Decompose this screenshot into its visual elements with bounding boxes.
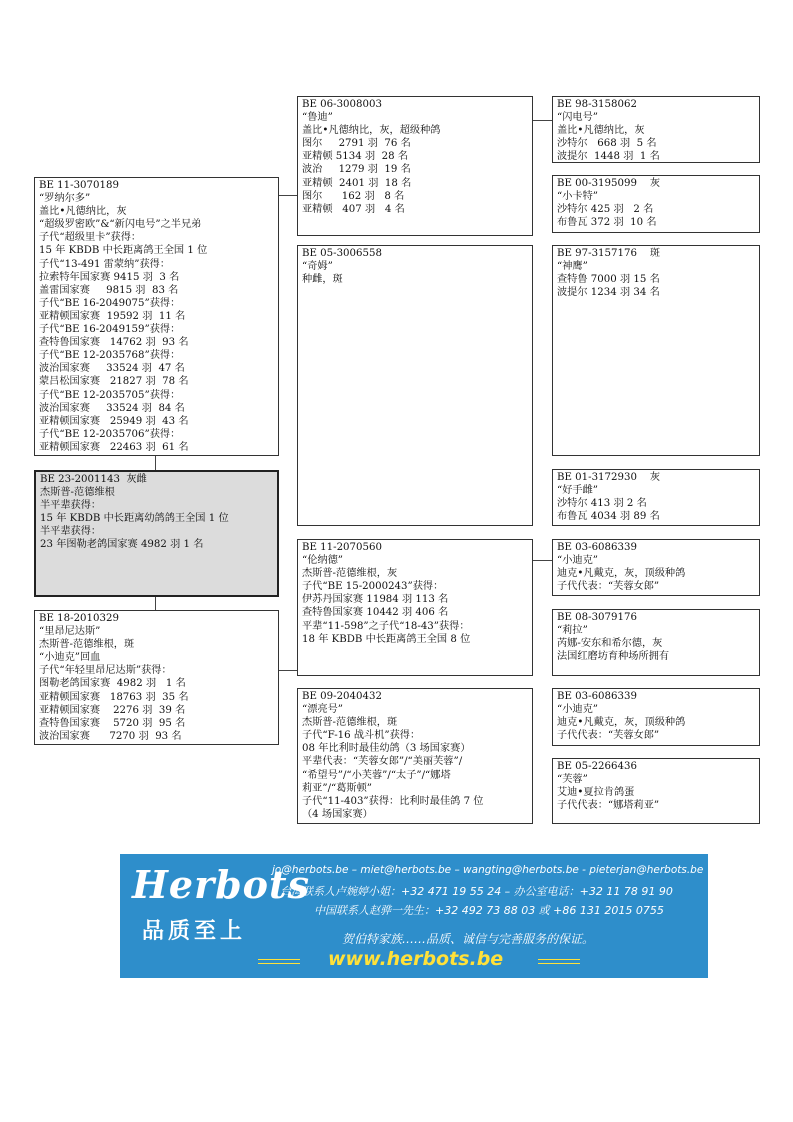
card-line: BE 00-3195099 灰: [557, 178, 661, 189]
card-line: 亚精顿国家赛 25949 羽 43 名: [39, 415, 189, 427]
dam-dam-card: [297, 688, 533, 824]
card-line: 子代“BE 12-2035705”获得：: [39, 389, 181, 401]
card-line: 杰斯普-范德维根，灰: [302, 568, 398, 580]
card-line: 亚精顿国家赛 22463 羽 61 名: [39, 441, 189, 453]
card-line: 子代代表：“娜塔莉亚”: [557, 800, 660, 812]
contact-phone-china: 中国联系人赵骅一先生：+32 492 73 88 03 或 +86 131 2015 0755: [314, 904, 664, 917]
connector-line: [155, 456, 156, 470]
card-line: 15 年 KBDB 中长距离鸽王全国 1 位: [39, 245, 208, 257]
card-line: BE 06-3008003: [302, 99, 382, 110]
sire-sire-card: [297, 96, 533, 236]
card-line: 子代“BE 16-2049159”获得：: [39, 324, 181, 336]
card-line: 子代“BE 16-2049075”获得：: [39, 297, 181, 309]
card-line: BE 23-2001143 灰雌: [40, 474, 147, 485]
motto: 贺伯特家族……品质、诚信与完善服务的保证。: [342, 932, 595, 946]
card-line: “莉拉”: [557, 625, 588, 637]
card-line: 亚精顿国家赛 18763 羽 35 名: [39, 691, 189, 703]
card-line: 15 年 KBDB 中长距离幼鸽鸽王全国 1 位: [40, 513, 229, 525]
card-line: 半平辈获得：: [40, 526, 102, 538]
contact-phone-taiwan: 台湾联系人卢婉婷小姐：+32 471 19 55 24 – 办公室电话：+32 11 78 91 90: [280, 885, 673, 898]
card-line: 杰斯普-范德维根，斑: [39, 639, 135, 651]
card-line: 查特鲁国家赛 5720 羽 95 名: [39, 717, 186, 729]
sire-dam-card: [297, 245, 533, 526]
card-line: “小迪克”: [557, 555, 598, 567]
card-line: 盖比•凡德纳比，灰，超级种鸽: [302, 125, 441, 137]
decor-line: [538, 959, 580, 960]
dam-sire-card: [297, 539, 533, 676]
card-line: BE 98-3158062: [557, 99, 637, 110]
contact-emails: jo@herbots.be – miet@herbots.be – wangting@herbots.be - pieterjan@herbots.be: [272, 864, 704, 876]
card-line: BE 09-2040432: [302, 691, 382, 702]
card-line: 查特鲁国家赛 10442 羽 406 名: [302, 607, 449, 619]
card-line: 图勒老鸽国家赛 4982 羽 1 名: [39, 678, 186, 690]
card-line: “芙蓉”: [557, 774, 588, 786]
card-line: 盖比•凡德纳比，灰: [557, 125, 645, 137]
card-line: 图尔 2791 羽 76 名: [302, 138, 411, 150]
card-line: （4 场国家赛）: [302, 808, 373, 820]
decor-line: [258, 959, 300, 960]
card-line: BE 01-3172930 灰: [557, 472, 661, 483]
card-line: 子代“11-403”获得：比利时最佳鸽 7 位: [302, 795, 484, 807]
card-line: “罗纳尔多”: [39, 193, 91, 205]
card-line: BE 03-6086339: [557, 542, 637, 553]
card-line: 查特鲁国家赛 14762 羽 93 名: [39, 337, 189, 349]
sd-sire-card: [552, 245, 760, 456]
card-line: 种雌，斑: [302, 274, 343, 286]
herbots-banner: [120, 854, 708, 978]
card-line: 亚精顿国家赛 2276 羽 39 名: [39, 704, 186, 716]
card-line: “漂亮号”: [302, 704, 343, 716]
card-line: 迪克•凡戴克，灰，顶级种鸽: [557, 717, 686, 729]
card-line: 亚精顿 5134 羽 28 名: [302, 151, 409, 163]
ds-dam-card: [552, 609, 760, 676]
card-line: 亚精顿国家赛 19592 羽 11 名: [39, 310, 186, 322]
card-line: BE 05-2266436: [557, 761, 637, 772]
card-line: 拉索特年国家赛 9415 羽 3 名: [39, 271, 180, 283]
card-line: 平辈代表：“芙蓉女郎”/“美丽芙蓉”/: [302, 756, 463, 768]
card-line: 法国红磨坊育种场所拥有: [557, 651, 670, 663]
dam-card: [34, 610, 279, 745]
card-line: 亚精顿 2401 羽 18 名: [302, 177, 412, 189]
card-line: 平辈“11-598”之子代“18-43”获得：: [302, 620, 470, 632]
subject-card: [34, 470, 279, 597]
card-line: 图尔 162 羽 8 名: [302, 190, 405, 202]
sd-dam-card: [552, 469, 760, 526]
card-line: 半平辈获得：: [40, 500, 102, 512]
card-line: BE 05-3006558: [302, 248, 382, 259]
card-line: 子代代表：“芙蓉女郎”: [557, 730, 660, 742]
dd-dam-card: [552, 758, 760, 824]
card-line: 子代“超级里卡”获得：: [39, 232, 142, 244]
card-line: “超级罗密欧”&“新闪电号”之半兄弟: [39, 219, 202, 231]
card-line: 子代代表：“芙蓉女郎”: [557, 581, 660, 593]
card-line: 18 年 KBDB 中长距离鸽王全国 8 位: [302, 633, 471, 645]
card-line: 子代“13-491 雷蒙纳”获得：: [39, 258, 171, 270]
connector-line: [279, 195, 297, 196]
card-line: 沙特尔 413 羽 2 名: [557, 498, 647, 510]
card-line: 子代“BE 15-2000243”获得：: [302, 581, 444, 593]
card-line: 子代“BE 12-2035706”获得：: [39, 428, 181, 440]
card-line: 布鲁瓦 372 羽 10 名: [557, 217, 657, 229]
connector-line: [155, 597, 156, 610]
card-line: 子代“F-16 战斗机”获得：: [302, 730, 421, 742]
card-line: “小迪克”: [557, 704, 598, 716]
website-link[interactable]: www.herbots.be: [328, 948, 504, 970]
card-line: 伊苏丹国家赛 11984 羽 113 名: [302, 594, 449, 606]
card-line: “伦纳德”: [302, 555, 343, 567]
card-line: “奇姆”: [302, 261, 333, 273]
sire-card: [34, 177, 279, 456]
card-line: “神鹰”: [557, 261, 588, 273]
decor-line: [538, 963, 580, 964]
ds-sire-card: [552, 539, 760, 596]
card-line: BE 11-3070189: [39, 180, 119, 191]
card-line: 沙特尔 668 羽 5 名: [557, 138, 657, 150]
card-line: 亚精顿 407 羽 4 名: [302, 203, 405, 215]
card-line: BE 18-2010329: [39, 613, 119, 624]
card-line: 子代“年轻里昂尼达斯”获得：: [39, 665, 172, 677]
card-line: “闪电号”: [557, 112, 598, 124]
dd-sire-card: [552, 688, 760, 746]
card-line: 蒙吕松国家赛 21827 羽 78 名: [39, 376, 189, 388]
ss-dam-card: [552, 175, 760, 233]
card-line: 莉亚”/“葛斯顿”: [302, 782, 372, 794]
card-line: 08 年比利时最佳幼鸽（3 场国家赛）: [302, 743, 471, 755]
card-line: 波治国家赛 33524 羽 84 名: [39, 402, 185, 414]
card-line: 查特鲁 7000 羽 15 名: [557, 274, 660, 286]
slogan: 品质至上: [142, 919, 247, 944]
card-line: 杰斯普-范德维根: [40, 487, 115, 499]
ss-sire-card: [552, 96, 760, 163]
card-line: 波治国家赛 7270 羽 93 名: [39, 730, 182, 742]
card-line: 艾迪•夏拉肯鸽蛋: [557, 787, 635, 799]
card-line: 波提尔 1234 羽 34 名: [557, 287, 660, 299]
card-line: 23 年图勒老鸽国家赛 4982 羽 1 名: [40, 539, 204, 551]
card-line: BE 08-3079176: [557, 612, 637, 623]
card-line: BE 11-2070560: [302, 542, 382, 553]
herbots-logo: Herbots: [132, 862, 310, 907]
card-line: 盖比•凡德纳比，灰: [39, 206, 127, 218]
connector-line: [533, 560, 552, 561]
card-line: 杰斯普-范德维根，斑: [302, 717, 398, 729]
card-line: 芮娜-安东和希尔德，灰: [557, 638, 663, 650]
card-line: 波治国家赛 33524 羽 47 名: [39, 363, 185, 375]
decor-line: [258, 963, 300, 964]
card-line: 波提尔 1448 羽 1 名: [557, 151, 660, 163]
card-line: 迪克•凡戴克，灰，顶级种鸽: [557, 568, 686, 580]
card-line: “希望号”/“小芙蓉”/“太子”/“娜塔: [302, 769, 451, 781]
card-line: “里昂尼达斯”: [39, 626, 101, 638]
card-line: “鲁迪”: [302, 112, 333, 124]
card-line: 子代“BE 12-2035768”获得：: [39, 350, 181, 362]
card-line: BE 03-6086339: [557, 691, 637, 702]
card-line: “小卡特”: [557, 191, 598, 203]
card-line: 波治 1279 羽 19 名: [302, 164, 411, 176]
card-line: BE 97-3157176 斑: [557, 248, 661, 259]
card-line: “小迪克”回血: [39, 652, 101, 664]
card-line: 布鲁瓦 4034 羽 89 名: [557, 511, 660, 523]
card-line: 盖雷国家赛 9815 羽 83 名: [39, 284, 179, 296]
connector-line: [279, 670, 297, 671]
card-line: “好手雌”: [557, 485, 598, 497]
connector-line: [533, 120, 552, 121]
card-line: 沙特尔 425 羽 2 名: [557, 204, 654, 216]
